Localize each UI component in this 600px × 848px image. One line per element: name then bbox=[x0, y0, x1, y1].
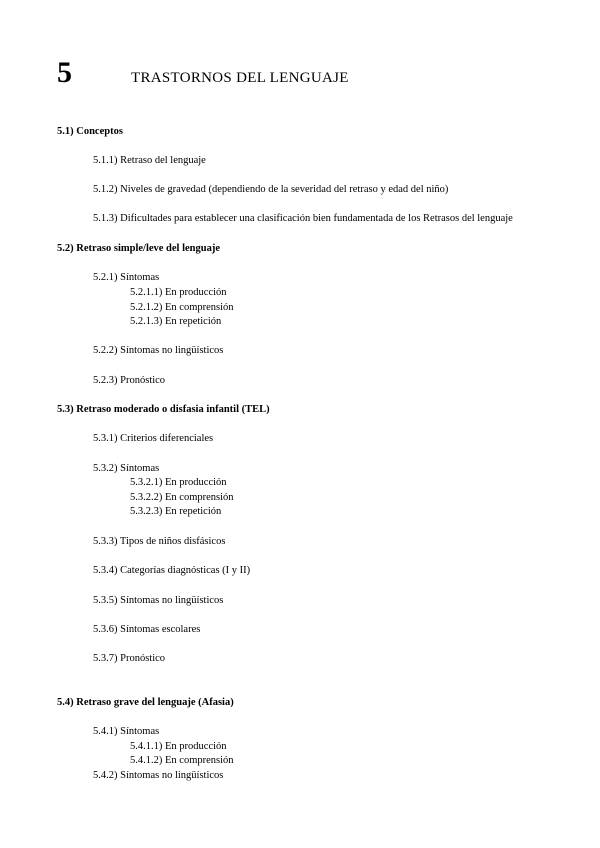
sub-subsection-item: 5.3.2.2) En comprensión bbox=[130, 492, 234, 503]
section-heading: 5.2) Retraso simple/leve del lenguaje bbox=[57, 243, 221, 254]
subsection-item: 5.3.4) Categorías diagnósticas (I y II) bbox=[93, 565, 251, 576]
section-heading: 5.1) Conceptos bbox=[57, 126, 123, 137]
subsection-item: 5.2.1) Síntomas bbox=[93, 272, 160, 283]
subsection-item: 5.3.2) Síntomas bbox=[93, 463, 160, 474]
sub-subsection-item: 5.3.2.3) En repetición bbox=[130, 506, 222, 517]
subsection-item: 5.3.3) Tipos de niños disfásicos bbox=[93, 536, 226, 547]
subsection-item: 5.3.1) Criterios diferenciales bbox=[93, 433, 214, 444]
sub-subsection-item: 5.2.1.2) En comprensión bbox=[130, 302, 234, 313]
sub-subsection-item: 5.3.2.1) En producción bbox=[130, 477, 227, 488]
sub-subsection-item: 5.4.1.2) En comprensión bbox=[130, 755, 234, 766]
subsection-item: 5.1.3) Dificultades para establecer una clasificación bien fundamentada de los Retrasos del lenguaje bbox=[93, 213, 513, 224]
subsection-item: 5.2.2) Síntomas no lingüísticos bbox=[93, 345, 224, 356]
subsection-item: 5.3.7) Pronóstico bbox=[93, 653, 166, 664]
subsection-item: 5.1.2) Niveles de gravedad (dependiendo de la severidad del retraso y edad del niño) bbox=[93, 184, 449, 195]
sub-subsection-item: 5.4.1.1) En producción bbox=[130, 741, 227, 752]
subsection-item: 5.4.2) Síntomas no lingüísticos bbox=[93, 770, 224, 781]
sub-subsection-item: 5.2.1.3) En repetición bbox=[130, 316, 222, 327]
subsection-item: 5.3.5) Síntomas no lingüísticos bbox=[93, 595, 224, 606]
subsection-item: 5.4.1) Síntomas bbox=[93, 726, 160, 737]
subsection-item: 5.3.6) Síntomas escolares bbox=[93, 624, 201, 635]
section-heading: 5.4) Retraso grave del lenguaje (Afasia) bbox=[57, 697, 234, 708]
chapter-number: 5 bbox=[57, 56, 72, 89]
sub-subsection-item: 5.2.1.1) En producción bbox=[130, 287, 227, 298]
subsection-item: 5.2.3) Pronóstico bbox=[93, 375, 166, 386]
section-heading: 5.3) Retraso moderado o disfasia infantil (TEL) bbox=[57, 404, 270, 415]
chapter-title: TRASTORNOS DEL LENGUAJE bbox=[131, 70, 349, 86]
subsection-item: 5.1.1) Retraso del lenguaje bbox=[93, 155, 206, 166]
